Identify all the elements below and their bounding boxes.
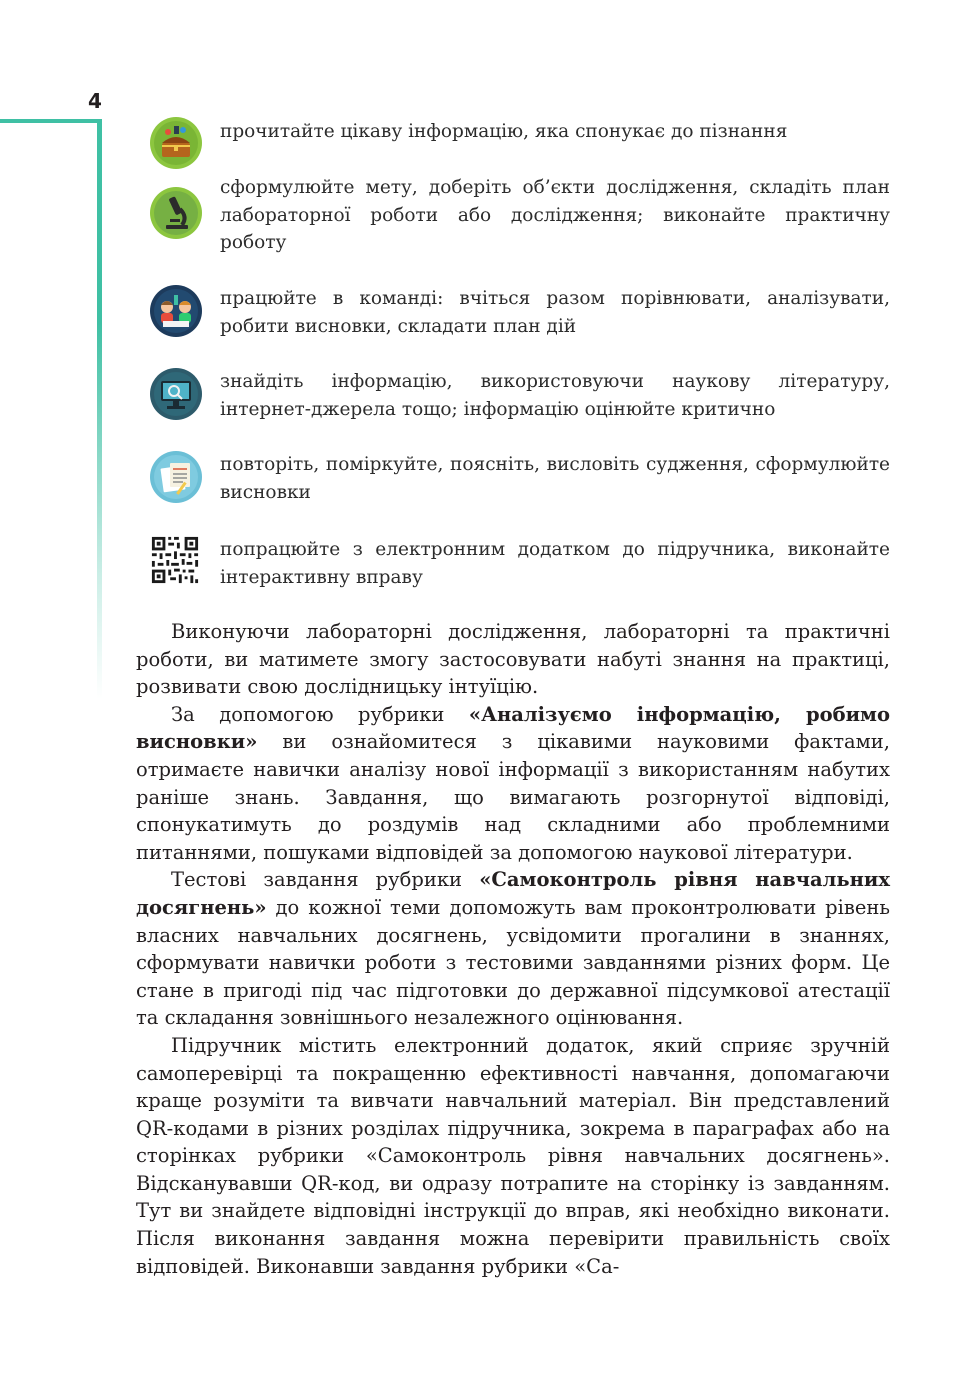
legend-text: сформулюйте мету, доберіть об’єкти дослідження, складіть план лабораторної роботи або дослідження; виконайте практичну роботу — [220, 177, 890, 253]
paragraph-rest: ви ознайомитеся з цікавими науковими фактами, отримаєте навички аналізу нової інформації з використанням набутих раніше знань. Завдання, що вимагають розгорнутої відповіді, спонукатимуть до роздумів над складними або проблемними питаннями, пошуками відповідей за допомогою наукової літератури. — [136, 730, 890, 864]
paragraph: Підручник містить електронний додаток, який сприяє зручній самоперевірці та покращенню ефективності навчання, допомагаючи краще розуміти та вивчати навчальний матеріал. Він представлений QR-кодами в різних розділах підручника, зокрема в параграфах або на сторінках рубрики «Самоконтроль рівня навчальних досягнень». Відсканувавши QR-код, ви одразу потрапите на сторінку із завданням. Тут ви знайдете відповідні інструкції до вправ, які необхідно виконати. Після виконання завдання можна перевірити правильність своїх відповідей. Виконавши завдання рубрики «Са- — [136, 1033, 890, 1278]
accent-bar-side — [97, 119, 102, 699]
treasure-chest-icon — [150, 117, 202, 169]
page-number: 4 — [88, 89, 102, 113]
paragraph-lead: Тестові завдання рубрики — [171, 868, 480, 892]
paragraph — [136, 701, 890, 867]
paragraph-lead: За допомогою рубрики — [171, 702, 469, 726]
legend-text: прочитайте цікаву інформацію, яка спонукає до пізнання — [220, 121, 788, 142]
legend-item-search — [150, 368, 890, 428]
notes-icon — [150, 451, 202, 503]
legend-item-read — [150, 117, 890, 173]
rubric-title: «Аналізуємо інформацію, робимо висновки» — [136, 702, 891, 754]
accent-bar-top — [0, 119, 102, 123]
computer-search-icon — [150, 368, 202, 420]
legend-item-qr — [150, 535, 890, 595]
legend-item-notes — [150, 451, 890, 511]
team-icon — [150, 285, 202, 337]
microscope-icon — [150, 187, 202, 239]
legend-text: попрацюйте з електронним додатком до підручника, виконайте інтерактивну вправу — [220, 539, 890, 588]
body-text — [136, 618, 890, 1280]
paragraph-rest: до кожної теми допоможуть вам проконтролювати рівень власних навчальних досягнень, усвідомити прогалини в знаннях, сформувати навички роботи з тестовими завданнями різних форм. Це стане в пригоді під час підготовки до державної підсумкової атестації та складання зовнішнього незалежного оцінювання. — [136, 895, 890, 1030]
paragraph — [136, 866, 890, 1032]
legend-text: працюйте в команді: вчіться разом порівнювати, аналізувати, робити висновки, складати план дій — [220, 288, 890, 337]
paragraph: Виконуючи лабораторні дослідження, лабораторні та практичні роботи, ви матимете змогу застосовувати набуті знання на практиці, розвивати свою дослідницьку інтуїцію. — [136, 620, 890, 699]
qr-code-icon — [150, 535, 200, 585]
legend-item-research — [150, 174, 890, 264]
legend-text: повторіть, поміркуйте, поясніть, висловіть судження, сформулюйте висновки — [220, 454, 890, 503]
legend-text: знайдіть інформацію, використовуючи наукову літературу, інтернет-джерела тощо; інформацію оцінюйте критично — [220, 371, 890, 420]
rubric-title: «Самоконтроль рівня навчальних досягнень» — [136, 868, 890, 919]
legend-item-team — [150, 285, 890, 345]
